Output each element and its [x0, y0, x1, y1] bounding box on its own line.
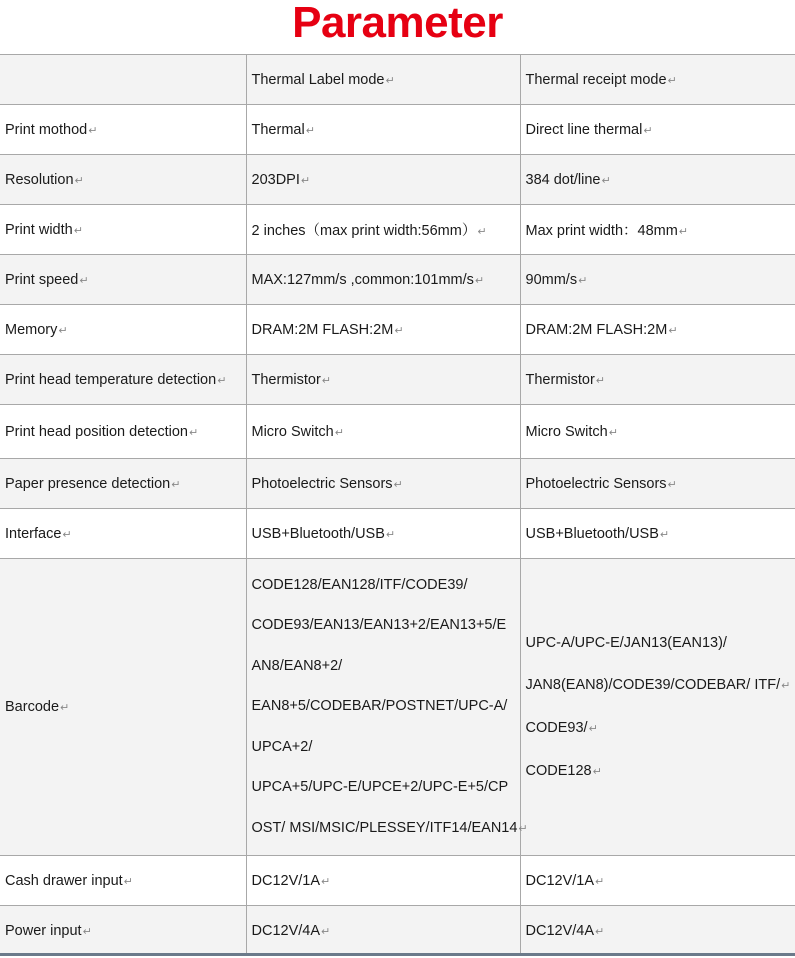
paragraph-mark-icon: ↵	[592, 765, 602, 778]
barcode-line	[252, 605, 520, 646]
paragraph-mark-icon: ↵	[189, 426, 199, 439]
label-mode-value-text: Thermistor	[251, 371, 321, 388]
paragraph-mark-icon: ↵	[659, 528, 670, 541]
paragraph-mark-icon: ↵	[321, 374, 332, 387]
paragraph-mark-icon: ↵	[781, 679, 791, 692]
paragraph-mark-icon: ↵	[62, 528, 72, 541]
label-mode-value	[246, 155, 520, 205]
label-mode-barcodes	[246, 559, 528, 856]
receipt-mode-value-text: Photoelectric Sensors	[525, 475, 667, 492]
label-mode-value	[246, 105, 520, 155]
paragraph-mark-icon: ↵	[321, 925, 331, 938]
label-mode-value-text: Thermal	[251, 121, 305, 138]
label-mode-value	[246, 205, 520, 255]
barcode-line	[526, 622, 795, 664]
table-row	[0, 355, 795, 405]
label-mode-value	[246, 906, 520, 956]
receipt-mode-value-text: 90mm/s	[525, 271, 578, 288]
barcode-line-text: CODE93/EAN13/EAN13+2/EAN13+5/E	[251, 617, 507, 634]
paragraph-mark-icon: ↵	[668, 324, 678, 337]
parameter-label	[0, 906, 246, 956]
barcode-line	[526, 707, 795, 750]
receipt-mode-value	[520, 459, 795, 509]
paragraph-mark-icon: ↵	[58, 324, 68, 337]
receipt-mode-value-text: 384 dot/line	[525, 171, 601, 188]
parameter-label	[0, 355, 246, 405]
receipt-mode-barcodes	[520, 559, 795, 856]
paragraph-mark-icon: ↵	[73, 224, 83, 237]
label-mode-value	[246, 305, 520, 355]
barcode-line-text: UPCA+2/	[251, 738, 313, 755]
parameter-table	[0, 54, 795, 956]
label-mode-value	[246, 509, 520, 559]
barcode-line	[252, 767, 520, 808]
paragraph-mark-icon: ↵	[595, 925, 605, 938]
table-header-row	[0, 55, 795, 105]
receipt-mode-value	[520, 255, 795, 305]
parameter-label-text: Memory	[5, 321, 58, 338]
header-receipt-mode-text: Thermal receipt mode	[525, 71, 667, 88]
paragraph-mark-icon: ↵	[643, 124, 653, 137]
receipt-mode-value-text: Micro Switch	[525, 423, 608, 440]
parameter-label-text: Print head position detection	[5, 423, 188, 440]
paragraph-mark-icon: ↵	[217, 374, 227, 387]
receipt-mode-value-text: USB+Bluetooth/USB	[525, 525, 659, 542]
paragraph-mark-icon: ↵	[300, 174, 311, 187]
parameter-label	[0, 559, 246, 856]
barcode-line-text: AN8/EAN8+2/	[251, 657, 343, 674]
barcode-line-text: JAN8(EAN8)/CODE39/CODEBAR/ ITF/	[525, 676, 781, 693]
paragraph-mark-icon: ↵	[608, 426, 618, 439]
receipt-mode-value-text: Max print width：48mm	[525, 223, 678, 239]
table-row	[0, 205, 795, 255]
barcode-line	[252, 686, 520, 727]
header-empty	[0, 55, 246, 105]
label-mode-value-text: 2 inches（max print width:56mm）	[251, 223, 477, 239]
parameter-label	[0, 459, 246, 509]
receipt-mode-value	[520, 856, 795, 906]
label-mode-value-text: DC12V/4A	[251, 922, 321, 939]
paragraph-mark-icon: ↵	[385, 528, 396, 541]
label-mode-value	[246, 405, 520, 459]
paragraph-mark-icon: ↵	[305, 124, 315, 137]
paragraph-mark-icon: ↵	[88, 124, 98, 137]
paragraph-mark-icon: ↵	[393, 478, 403, 491]
label-mode-value-text: USB+Bluetooth/USB	[251, 525, 385, 542]
parameter-label	[0, 405, 246, 459]
table-row	[0, 105, 795, 155]
barcode-line-text: EAN8+5/CODEBAR/POSTNET/UPC-A/	[251, 698, 508, 715]
receipt-mode-value-text: DC12V/4A	[525, 922, 595, 939]
barcode-line	[252, 646, 520, 687]
paragraph-mark-icon: ↵	[74, 174, 84, 187]
receipt-mode-value-text: DRAM:2M FLASH:2M	[525, 321, 668, 338]
receipt-mode-value-text: DC12V/1A	[525, 872, 595, 889]
paragraph-mark-icon: ↵	[82, 925, 92, 938]
paragraph-mark-icon: ↵	[595, 374, 606, 387]
receipt-mode-value	[520, 405, 795, 459]
table-row	[0, 255, 795, 305]
barcode-line-text: OST/ MSI/MSIC/PLESSEY/ITF14/EAN14	[251, 819, 518, 836]
parameter-label	[0, 255, 246, 305]
parameter-label	[0, 105, 246, 155]
table-row	[0, 155, 795, 205]
paragraph-mark-icon: ↵	[595, 875, 605, 888]
barcode-line	[526, 664, 795, 707]
header-label-mode-text: Thermal Label mode	[251, 71, 385, 88]
parameter-label	[0, 155, 246, 205]
table-row	[0, 459, 795, 509]
parameter-label-text: Resolution	[5, 171, 74, 188]
table-row-barcode	[0, 559, 795, 856]
label-mode-value-text: DC12V/1A	[251, 872, 321, 889]
parameter-label-text: Interface	[5, 525, 62, 542]
receipt-mode-value-text: Direct line thermal	[525, 121, 643, 138]
barcode-line-text: CODE93/	[525, 719, 588, 736]
label-mode-value-text: Micro Switch	[251, 423, 334, 440]
receipt-mode-value	[520, 155, 795, 205]
parameter-label	[0, 205, 246, 255]
parameter-label-text: Print width	[5, 221, 73, 238]
receipt-mode-value	[520, 906, 795, 956]
table-row	[0, 305, 795, 355]
receipt-mode-value	[520, 305, 795, 355]
label-mode-value	[246, 355, 520, 405]
paragraph-mark-icon: ↵	[171, 478, 181, 491]
table-row	[0, 856, 795, 906]
table-row	[0, 405, 795, 459]
paragraph-mark-icon: ↵	[385, 74, 395, 87]
label-mode-value	[246, 255, 520, 305]
parameter-label-text: Barcode	[5, 699, 60, 715]
barcode-line	[252, 727, 520, 768]
parameter-label-text: Paper presence detection	[5, 475, 171, 492]
paragraph-mark-icon: ↵	[518, 822, 528, 835]
parameter-label	[0, 509, 246, 559]
paragraph-mark-icon: ↵	[588, 722, 598, 735]
header-label-mode	[246, 55, 520, 105]
parameter-label	[0, 856, 246, 906]
paragraph-mark-icon: ↵	[123, 875, 133, 888]
label-mode-value	[246, 856, 520, 906]
receipt-mode-value	[520, 509, 795, 559]
paragraph-mark-icon: ↵	[334, 426, 344, 439]
paragraph-mark-icon: ↵	[477, 226, 487, 238]
header-receipt-mode	[520, 55, 795, 105]
paragraph-mark-icon: ↵	[79, 274, 89, 287]
paragraph-mark-icon: ↵	[678, 226, 689, 238]
table-row	[0, 906, 795, 956]
paragraph-mark-icon: ↵	[601, 174, 611, 187]
receipt-mode-value	[520, 205, 795, 255]
parameter-label-text: Print speed	[5, 271, 79, 288]
label-mode-value-text: DRAM:2M FLASH:2M	[251, 321, 394, 338]
page-title: Parameter	[292, 0, 503, 47]
paragraph-mark-icon: ↵	[474, 274, 485, 287]
parameter-label-text: Print mothod	[5, 121, 88, 138]
barcode-line-text: UPCA+5/UPC-E/UPCE+2/UPC-E+5/CP	[251, 779, 509, 796]
bottom-rule	[0, 953, 795, 956]
paragraph-mark-icon: ↵	[394, 324, 404, 337]
paragraph-mark-icon: ↵	[60, 702, 70, 714]
paragraph-mark-icon: ↵	[667, 74, 677, 87]
barcode-line-text: CODE128/EAN128/ITF/CODE39/	[251, 576, 468, 593]
parameter-label-text: Power input	[5, 922, 82, 939]
barcode-line	[526, 750, 795, 793]
paragraph-mark-icon: ↵	[667, 478, 677, 491]
paragraph-mark-icon: ↵	[578, 274, 588, 287]
barcode-line	[251, 808, 528, 850]
label-mode-value-text: 203DPI	[251, 171, 300, 188]
label-mode-value-text: Photoelectric Sensors	[251, 475, 393, 492]
parameter-label-text: Cash drawer input	[5, 872, 123, 889]
paragraph-mark-icon: ↵	[321, 875, 331, 888]
table-row	[0, 509, 795, 559]
barcode-line-text: CODE128	[525, 762, 592, 779]
barcode-line	[252, 565, 520, 606]
parameter-label-text: Print head temperature detection	[5, 371, 217, 388]
receipt-mode-value-text: Thermistor	[525, 371, 595, 388]
receipt-mode-value	[520, 105, 795, 155]
label-mode-value	[246, 459, 520, 509]
parameter-label	[0, 305, 246, 355]
barcode-line-text: UPC-A/UPC-E/JAN13(EAN13)/	[525, 634, 727, 651]
label-mode-value-text: MAX:127mm/s ,common:101mm/s	[251, 271, 474, 288]
receipt-mode-value	[520, 355, 795, 405]
